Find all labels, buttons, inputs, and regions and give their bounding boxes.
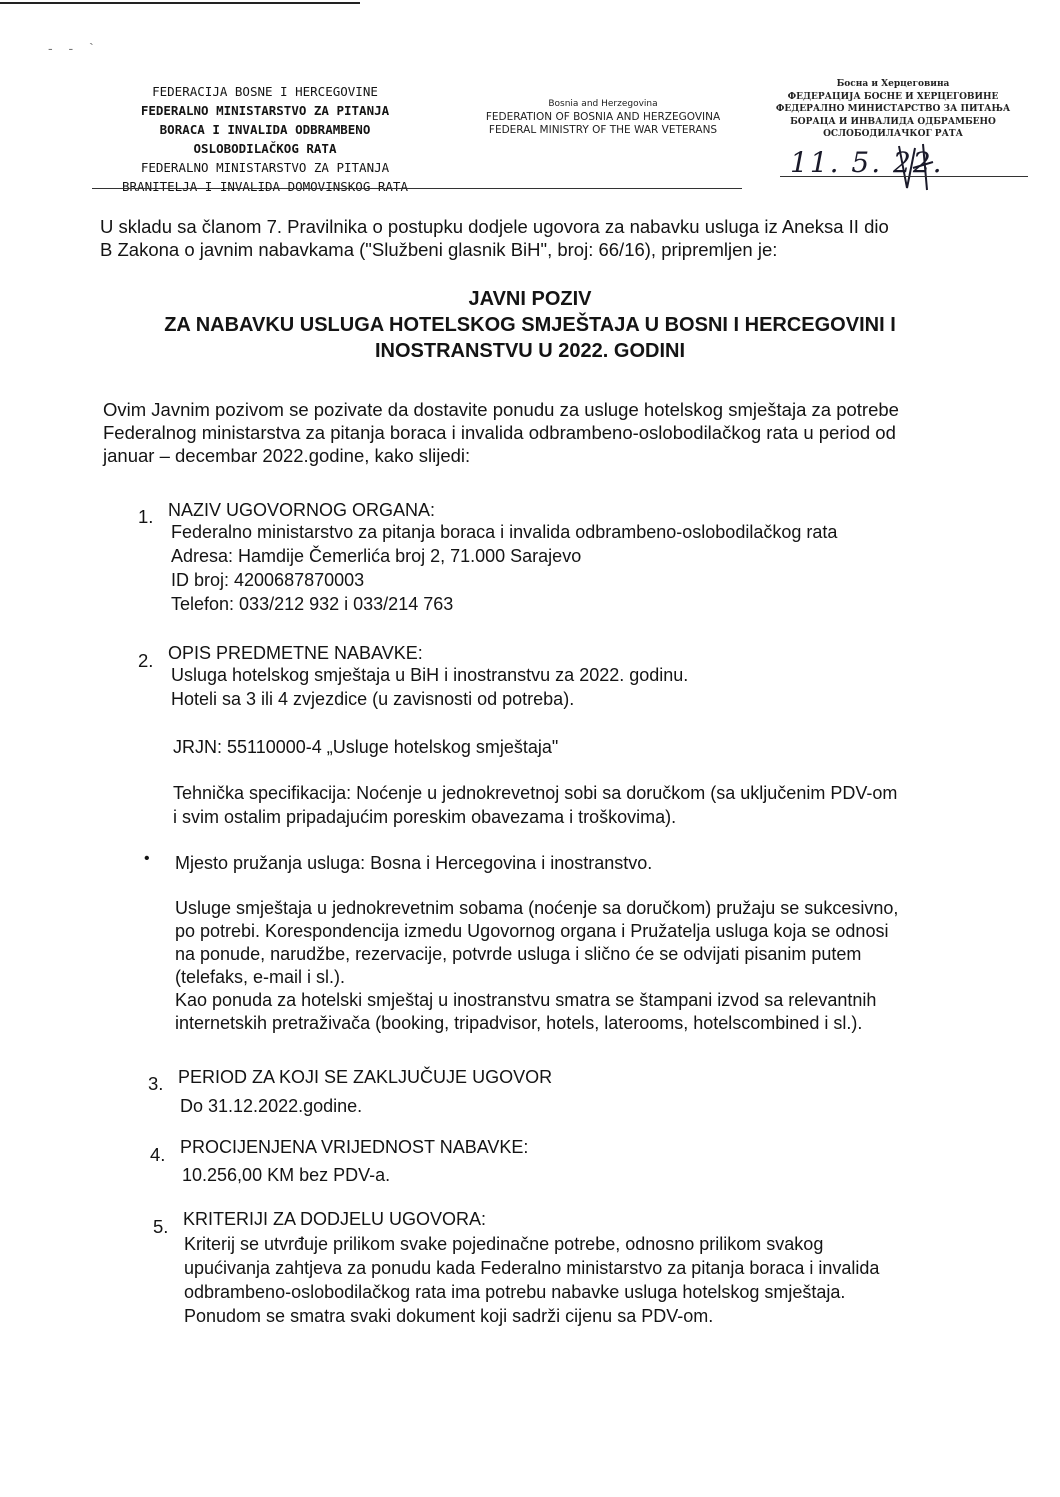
service-paragraph-line: na ponude, narudžbe, rezervacije, potvrde usluga i slično će se odvijati pisanim putem [175,944,862,964]
header-right-line: ФЕДЕРАЦИЈА БОСНЕ И ХЕРЦЕГОВИНЕ [787,91,999,102]
intro-line: U skladu sa članom 7. Pravilnika o postupku dodjele ugovora za nabavku usluga iz Aneksa II dio [100,216,889,237]
service-paragraph-line: (telefaks, e-mail i sl.). [175,967,346,987]
section-line: Hoteli sa 3 ili 4 zvjezdice (u zavisnosti od potreba). [171,689,575,709]
section-heading: KRITERIJI ZA DODJELU UGOVORA: [183,1209,487,1229]
section-number: 2. [138,650,154,671]
section-line: Usluga hotelskog smještaja u BiH i inostranstvu za 2022. godinu. [171,665,689,685]
section-number: 1. [138,506,154,527]
invitation-line: Federalnog ministarstva za pitanja boraca i invalida odbrambeno-oslobodilačkog rata u period od [103,422,896,443]
criteria-line: Ponudom se smatra svaki dokument koji sadrži cijenu sa PDV-om. [184,1306,714,1326]
bullet-mark: • [144,850,150,867]
scan-marks: - - ` [48,40,100,56]
service-paragraph-line: internetskih pretraživača (booking, tripadvisor, hotels, laterooms, hotelscombined i sl.). [175,1013,863,1033]
header-right-line: БОРАЦА И ИНВАЛИДА ОДБРАМБЕНО [790,116,996,127]
header-middle-block [468,98,738,137]
header-right-block [748,78,1038,141]
section-heading: PERIOD ZA KOJI SE ZAKLJUČUJE UGOVOR [178,1067,553,1087]
header-middle-line: Bosnia and Herzegovina [548,99,658,109]
header-middle-line: FEDERAL MINISTRY OF THE WAR VETERANS [488,124,718,136]
criteria-line: odbrambeno-oslobodilačkog rata ima potrebu nabavke usluga hotelskog smještaja. [184,1282,846,1302]
invitation-paragraph [103,398,1003,467]
document-subtitle-line: ZA NABAVKU USLUGA HOTELSKOG SMJEŠTAJA U BOSNI I HERCEGOVINI I [164,314,896,336]
header-left-line: FEDERACIJA BOSNE I HERCEGOVINE [152,84,378,99]
service-location: Mjesto pružanja usluga: Bosna i Hercegovina i inostranstvo. [175,853,653,873]
header-left-line: FEDERALNO MINISTARSTVO ZA PITANJA [140,160,390,175]
header-left-line: BORACA I INVALIDA ODBRAMBENO [159,122,371,137]
header-left-line: FEDERALNO MINISTARSTVO ZA PITANJA [140,103,390,118]
header-right-line: Босна и Херцеговина [836,79,950,89]
header-divider [92,188,742,189]
technical-spec-line: Tehnička specifikacija: Noćenje u jednokrevetnoj sobi sa doručkom (sa uključenim PDV-om [173,783,898,803]
header-middle-line: FEDERATION OF BOSNIA AND HERZEGOVINA [485,111,721,123]
section-line: ID broj: 4200687870003 [171,570,365,590]
header-left-line: BRANITELJA I INVALIDA DOMOVINSKOG RATA [122,179,408,194]
intro-paragraph [100,215,1010,261]
invitation-line: Ovim Javnim pozivom se pozivate da dostavite ponudu za usluge hotelskog smještaja za potrebe [103,399,899,420]
section-number: 4. [150,1144,166,1165]
handwritten-date: 11. 5. 22. [790,146,944,179]
jrjn-code: JRJN: 55110000-4 „Usluge hotelskog smještaja" [173,737,559,757]
section-line: Adresa: Hamdije Čemerlića broj 2, 71.000 Sarajevo [171,546,582,566]
scan-top-rule [0,2,360,4]
criteria-paragraph [184,1232,1026,1328]
service-paragraph-line: Kao ponuda za hotelski smještaj u inostranstvu smatra se štampani izvod sa relevantnih [175,990,877,1010]
service-paragraph [175,897,1017,1035]
section-number: 5. [153,1216,169,1237]
section-line: Federalno ministarstvo za pitanja boraca i invalida odbrambeno-oslobodilačkog rata [171,522,838,542]
header-date-underline [780,176,1028,177]
section-line: 10.256,00 KM bez PDV-a. [182,1165,391,1185]
header-left-block [70,82,460,196]
signature-mark [893,138,943,198]
criteria-line: upućivanja zahtjeva za ponudu kada Federalno ministarstvo za pitanja boraca i invalida [184,1258,880,1278]
section-line: Telefon: 033/212 932 i 033/214 763 [171,594,454,614]
header-left-line: OSLOBODILAČKOG RATA [193,141,337,156]
header-right-line: ФЕДЕРАЛНО МИНИСТАРСТВО ЗА ПИТАЊА [775,104,1011,114]
criteria-line: Kriterij se utvrđuje prilikom svake pojedinačne potrebe, odnosno prilikom svakog [184,1234,824,1254]
section-number: 3. [148,1073,164,1094]
invitation-line: januar – decembar 2022.godine, kako slijedi: [103,445,471,466]
service-paragraph-line: Usluge smještaja u jednokrevetnim sobama (noćenje sa doručkom) pružaju se sukcesivno, [175,898,899,918]
technical-spec-line: i svim ostalim pripadajućim poreskim obavezama i troškovima). [173,807,677,827]
section-line: Do 31.12.2022.godine. [180,1096,363,1116]
intro-line: B Zakona o javnim nabavkama ("Službeni glasnik BiH", broj: 66/16), pripremljen je: [100,239,778,260]
section-heading: NAZIV UGOVORNOG ORGANA: [168,500,436,520]
header-right-line: ОСЛОБОДИЛАЧКОГ РАТА [823,129,963,139]
section-heading: PROCIJENJENA VRIJEDNOST NABAVKE: [180,1137,529,1157]
service-paragraph-line: po potrebi. Korespondencija izmedu Ugovornog organa i Pružatelja usluga koja se odnosi [175,921,889,941]
document-subtitle-line: INOSTRANSTVU U 2022. GODINI [374,340,686,362]
section-heading: OPIS PREDMETNE NABAVKE: [168,643,423,663]
document-title: JAVNI POZIV [468,288,592,310]
